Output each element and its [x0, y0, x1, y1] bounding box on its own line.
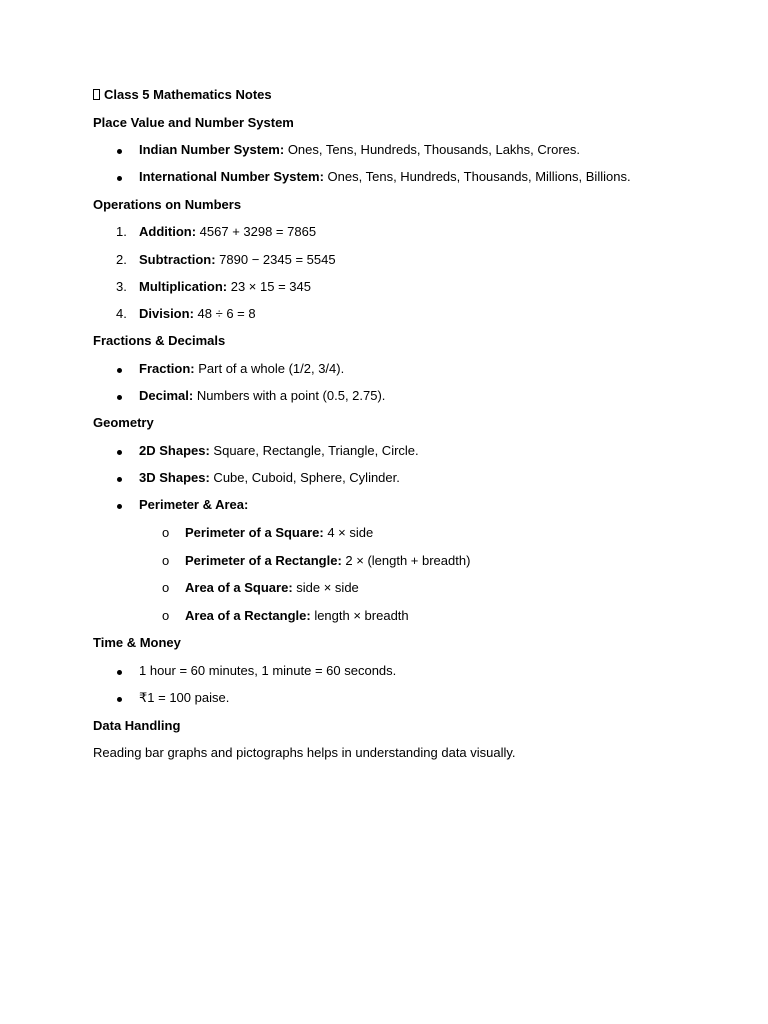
section-heading-operations: Operations on Numbers [93, 197, 242, 212]
sub-bullet-marker: o [162, 608, 170, 623]
bullet-icon [117, 368, 122, 373]
section-heading-geometry: Geometry [93, 415, 154, 430]
bullet-icon [117, 450, 122, 455]
list-number: 3. [116, 279, 127, 294]
sub-list-item-area-rectangle: Area of a Rectangle: length × breadth [185, 608, 409, 623]
bullet-icon [117, 395, 122, 400]
list-number: 2. [116, 252, 127, 267]
bullet-icon [117, 149, 122, 154]
bullet-icon [117, 504, 122, 509]
list-item-time: 1 hour = 60 minutes, 1 minute = 60 seconds. [139, 663, 397, 678]
section-heading-place-value: Place Value and Number System [93, 115, 294, 130]
list-item-division: Division: 48 ÷ 6 = 8 [139, 306, 256, 321]
list-item-perimeter-area: Perimeter & Area: [139, 497, 249, 512]
section-heading-fractions: Fractions & Decimals [93, 333, 226, 348]
paragraph-data-handling: Reading bar graphs and pictographs helps in understanding data visually. [93, 745, 516, 760]
list-item-subtraction: Subtraction: 7890 − 2345 = 5545 [139, 252, 336, 267]
list-item-addition: Addition: 4567 + 3298 = 7865 [139, 224, 317, 239]
list-item-2d-shapes: 2D Shapes: Square, Rectangle, Triangle, Circle. [139, 443, 419, 458]
list-item-decimal: Decimal: Numbers with a point (0.5, 2.75). [139, 388, 386, 403]
list-number: 1. [116, 224, 127, 239]
sub-list-item-perimeter-rectangle: Perimeter of a Rectangle: 2 × (length + breadth) [185, 553, 471, 568]
bullet-icon [117, 670, 122, 675]
document-title: Class 5 Mathematics Notes [93, 87, 272, 103]
sub-bullet-marker: o [162, 553, 170, 568]
list-item-3d-shapes: 3D Shapes: Cube, Cuboid, Sphere, Cylinder. [139, 470, 400, 485]
missing-glyph-icon [93, 89, 100, 100]
list-item-international-number-system: International Number System: Ones, Tens, Hundreds, Thousands, Millions, Billions. [139, 169, 631, 184]
sub-list-item-perimeter-square: Perimeter of a Square: 4 × side [185, 525, 374, 540]
list-item-money: ₹1 = 100 paise. [139, 690, 230, 705]
sub-list-item-area-square: Area of a Square: side × side [185, 580, 359, 595]
bullet-icon [117, 176, 122, 181]
list-item-indian-number-system: Indian Number System: Ones, Tens, Hundreds, Thousands, Lakhs, Crores. [139, 142, 580, 157]
list-item-multiplication: Multiplication: 23 × 15 = 345 [139, 279, 311, 294]
section-heading-data-handling: Data Handling [93, 718, 181, 733]
bullet-icon [117, 697, 122, 702]
list-item-fraction: Fraction: Part of a whole (1/2, 3/4). [139, 361, 345, 376]
list-number: 4. [116, 306, 127, 321]
section-heading-time-money: Time & Money [93, 635, 181, 650]
bullet-icon [117, 477, 122, 482]
sub-bullet-marker: o [162, 525, 170, 540]
sub-bullet-marker: o [162, 580, 170, 595]
